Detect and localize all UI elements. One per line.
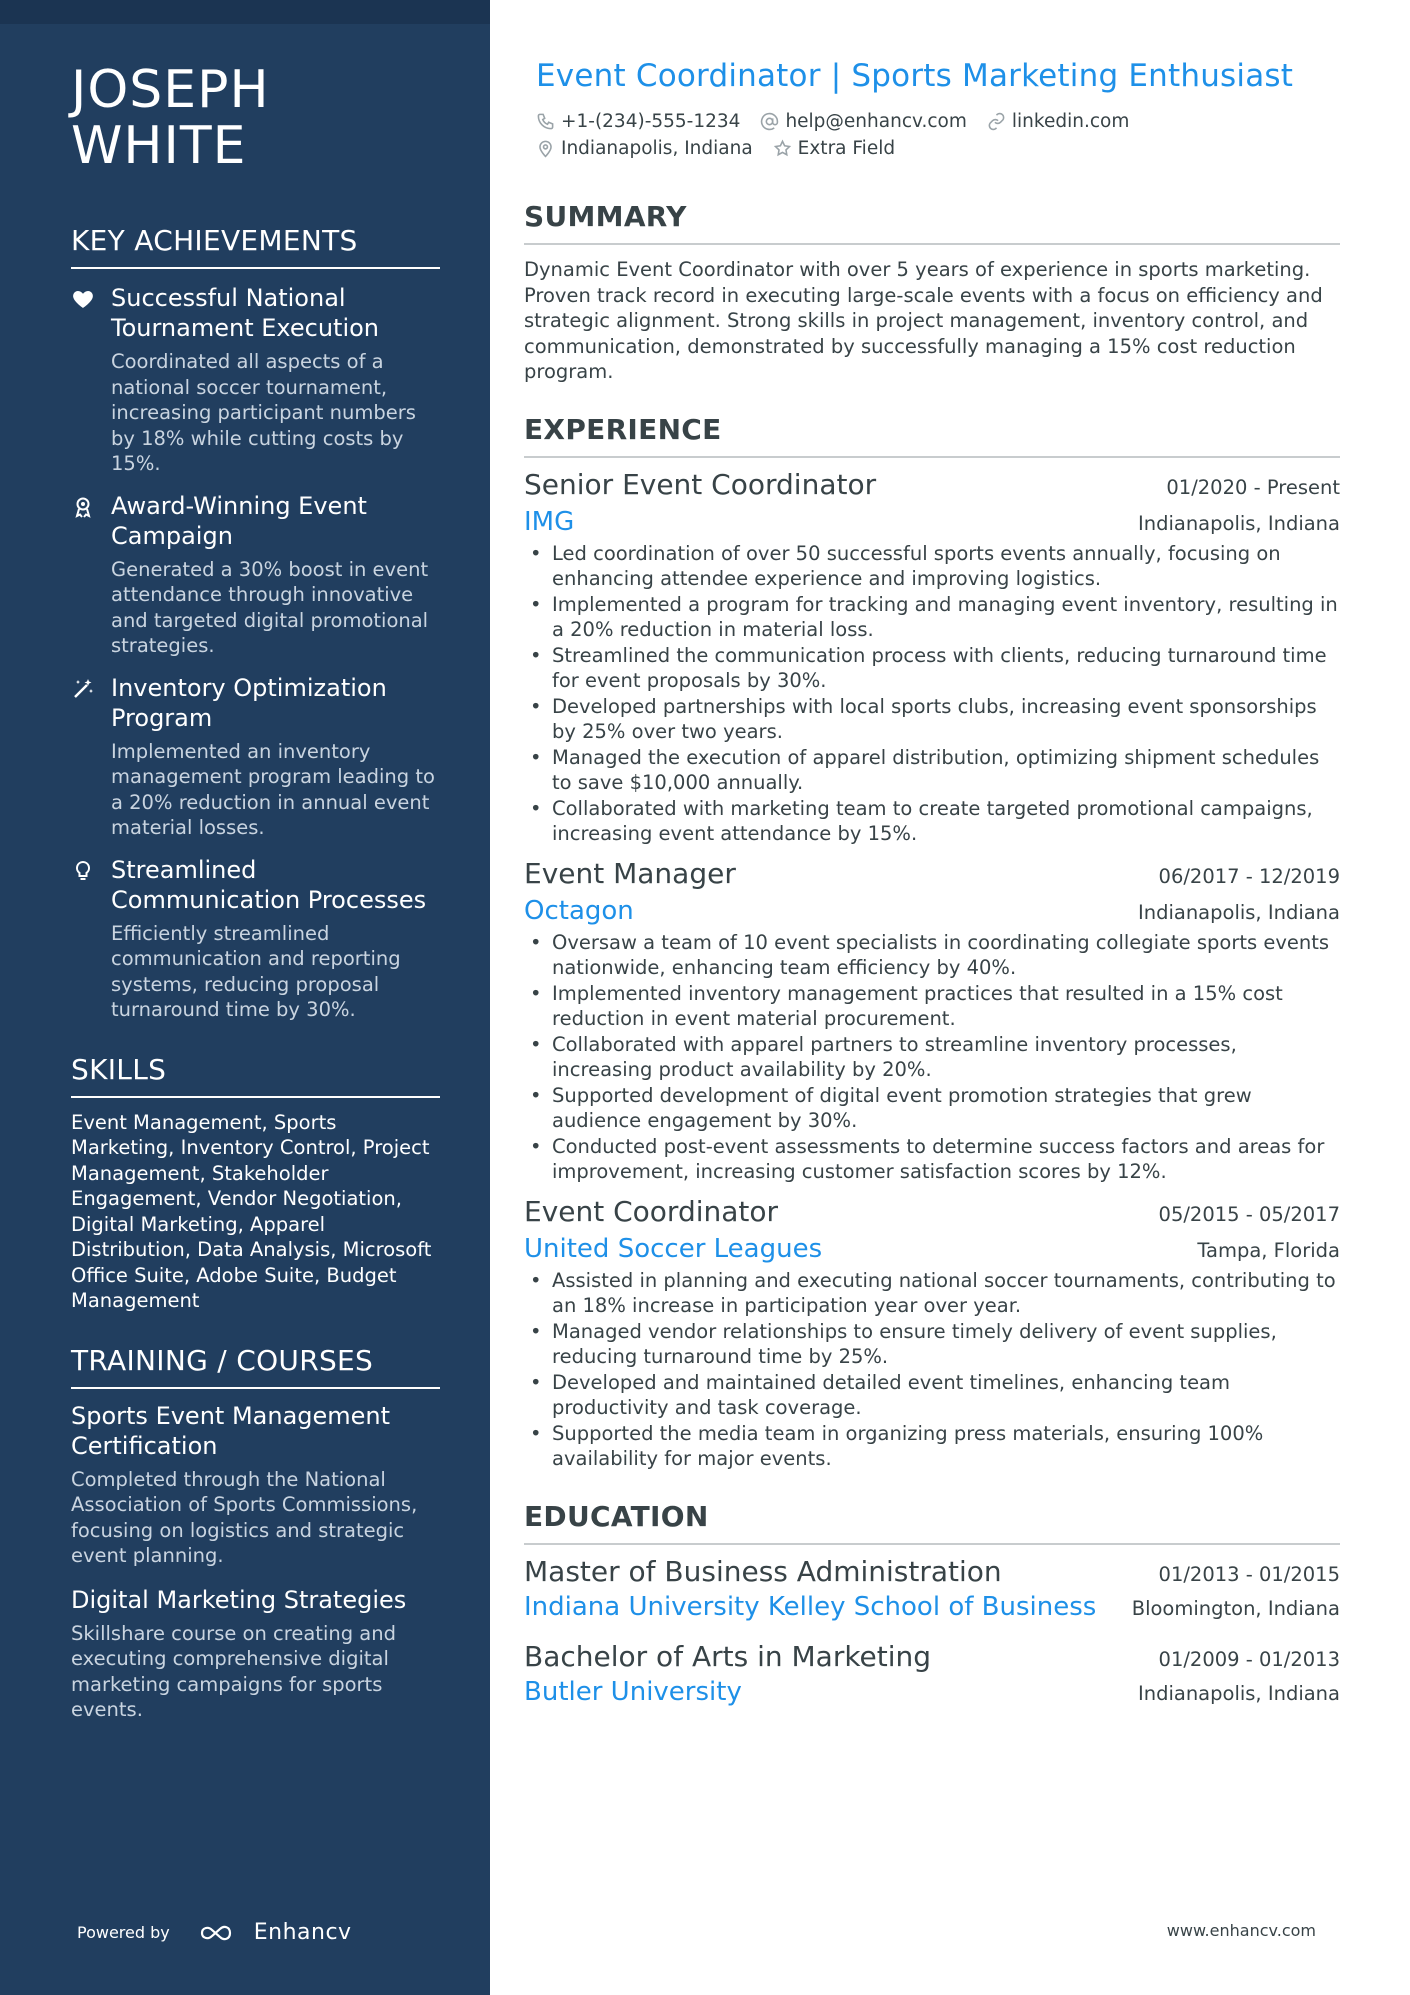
bullet-item: • Streamlined the communication process with clients, reducing turnaround time for event proposals by 30%.: [524, 643, 1340, 694]
contact-phone[interactable]: [536, 108, 740, 135]
school-location: Bloomington, Indiana: [1131, 1596, 1340, 1620]
achievement-title: Inventory Optimization Program: [111, 673, 387, 732]
bullet-item: • Oversaw a team of 10 event specialists in coordinating collegiate sports events nationwide, enhancing team efficiency by 40%.: [524, 930, 1340, 981]
bullet-item: • Developed and maintained detailed event timelines, enhancing team productivity and task coverage.: [524, 1370, 1340, 1421]
bullet-item: • Assisted in planning and executing national soccer tournaments, contributing to an 18% increase in participation year over year.: [524, 1268, 1340, 1319]
skills-title: SKILLS: [71, 1053, 440, 1098]
phone-text: +1-(234)-555-1234: [561, 111, 741, 132]
summary-title: SUMMARY: [524, 200, 1340, 245]
course-item: [71, 1401, 440, 1569]
extra-text: Extra Field: [797, 138, 896, 159]
job-date: 05/2015 - 05/2017: [1158, 1202, 1340, 1226]
achievement-desc: Generated a 30% boost in event attendance through innovative and targeted digital promotional strategies.: [111, 557, 429, 657]
education-entry: [524, 1555, 1340, 1622]
job-bullets: [524, 930, 1340, 1185]
education-date: 01/2009 - 01/2013: [1158, 1647, 1340, 1671]
bullet-item: • Managed the execution of apparel distribution, optimizing shipment schedules to save $10,000 annually.: [524, 745, 1340, 796]
degree: Master of Business Administration: [524, 1554, 1002, 1588]
job-entry: [524, 468, 1340, 847]
achievement-item: [71, 673, 440, 841]
heart-icon: [71, 283, 111, 477]
job-location: Tampa, Florida: [1197, 1238, 1340, 1262]
school-name: Butler University: [524, 1676, 742, 1707]
achievement-item: [71, 283, 440, 477]
candidate-name: [71, 62, 440, 174]
brand-name: Enhancv: [253, 1920, 352, 1945]
achievement-desc: Coordinated all aspects of a national soccer tournament, increasing participant numbers by 18% while cutting costs by 15%.: [111, 350, 416, 475]
course-item: [71, 1585, 440, 1723]
school-name: Indiana University Kelley School of Business: [524, 1591, 1097, 1622]
achievement-item: [71, 491, 440, 659]
degree: Bachelor of Arts in Marketing: [524, 1639, 932, 1673]
course-desc: Skillshare course on creating and executing comprehensive digital marketing campaigns for sports events.: [71, 1621, 396, 1721]
footer-url[interactable]: www.enhancv.com: [1166, 1921, 1316, 1940]
bullet-item: • Implemented inventory management practices that resulted in a 15% cost reduction in event material procurement.: [524, 981, 1340, 1032]
contact-location: [536, 135, 753, 162]
job-title: Event Manager: [524, 856, 736, 890]
location-pin-icon: [536, 139, 555, 158]
job-location: Indianapolis, Indiana: [1137, 900, 1340, 924]
contact-info: [536, 108, 1236, 162]
company-name: IMG: [524, 506, 575, 537]
achievement-title: Successful National Tournament Execution: [111, 284, 380, 342]
job-entry: [524, 1195, 1340, 1472]
achievement-title: Award-Winning Event Campaign: [111, 491, 367, 550]
contact-link[interactable]: [987, 108, 1129, 135]
phone-icon: [536, 112, 555, 131]
headline: Event Coordinator | Sports Marketing Enthusiast: [536, 58, 1294, 94]
email-text: help@enhancv.com: [785, 111, 967, 132]
location-text: Indianapolis, Indiana: [561, 138, 753, 159]
achievement-desc: Implemented an inventory management program leading to a 20% reduction in annual event material losses.: [111, 739, 435, 839]
summary-text: Dynamic Event Coordinator with over 5 years of experience in sports marketing. Proven track record in executing large-scale events with a focus on efficiency and strategic alignment. Strong skills in project management, inventory control, and communication, demonstrated by successfully managing a 15% cost reduction program.: [524, 258, 1323, 383]
experience-section: [524, 413, 1340, 1472]
job-location: Indianapolis, Indiana: [1137, 511, 1340, 535]
course-title: Digital Marketing Strategies: [71, 1585, 407, 1614]
sidebar-top-bar: [0, 0, 490, 24]
training-section: [71, 1344, 440, 1723]
achievements-title: KEY ACHIEVEMENTS: [71, 224, 440, 269]
job-title: Senior Event Coordinator: [524, 467, 877, 501]
name-line-2: WHITE: [71, 116, 247, 176]
bullet-item: • Conducted post-event assessments to determine success factors and areas for improvement, increasing customer satisfaction scores by 12%.: [524, 1134, 1340, 1185]
enhancv-logo-icon: [198, 1921, 244, 1945]
achievement-desc: Efficiently streamlined communication and reporting systems, reducing proposal turnaround time by 30%.: [111, 921, 401, 1021]
powered-by: [77, 1920, 352, 1945]
lightbulb-icon: [71, 855, 111, 1023]
bullet-item: • Led coordination of over 50 successful sports events annually, focusing on enhancing attendee experience and improving logistics.: [524, 541, 1340, 592]
bullet-item: • Supported development of digital event promotion strategies that grew audience engagement by 30%.: [524, 1083, 1340, 1134]
achievement-title: Streamlined Communication Processes: [111, 855, 427, 914]
bullet-item: • Implemented a program for tracking and managing event inventory, resulting in a 20% reduction in material loss.: [524, 592, 1340, 643]
bullet-item: • Managed vendor relationships to ensure timely delivery of event supplies, reducing turnaround time by 25%.: [524, 1319, 1340, 1370]
summary-section: [524, 200, 1340, 385]
achievements-section: [71, 224, 440, 1023]
company-name: Octagon: [524, 895, 634, 926]
at-icon: [760, 112, 779, 131]
skills-list: Event Management, Sports Marketing, Inventory Control, Project Management, Stakeholder Engagement, Vendor Negotiation, Digital Marketing, Apparel Distribution, Data Analysis, Microsoft Office Suite, Adobe Suite, Budget Management: [71, 1110, 432, 1312]
training-title: TRAINING / COURSES: [71, 1344, 440, 1389]
job-title: Event Coordinator: [524, 1194, 779, 1228]
contact-email[interactable]: [760, 108, 966, 135]
education-section: [524, 1500, 1340, 1707]
powered-by-label: Powered by: [77, 1923, 170, 1942]
bullet-item: • Developed partnerships with local sports clubs, increasing event sponsorships by 25% over two years.: [524, 694, 1340, 745]
job-entry: [524, 857, 1340, 1185]
course-desc: Completed through the National Association of Sports Commissions, focusing on logistics and strategic event planning.: [71, 1467, 418, 1567]
job-bullets: [524, 541, 1340, 847]
bullet-item: • Collaborated with marketing team to create targeted promotional campaigns, increasing event attendance by 15%.: [524, 796, 1340, 847]
job-date: 01/2020 - Present: [1166, 475, 1340, 499]
school-location: Indianapolis, Indiana: [1137, 1681, 1340, 1705]
sidebar: [0, 0, 490, 1995]
link-icon: [987, 112, 1006, 131]
contact-extra: [773, 135, 895, 162]
star-icon: [773, 139, 792, 158]
experience-title: EXPERIENCE: [524, 413, 1340, 458]
education-date: 01/2013 - 01/2015: [1158, 1562, 1340, 1586]
skills-section: [71, 1053, 440, 1314]
bullet-item: • Collaborated with apparel partners to streamline inventory processes, increasing product availability by 20%.: [524, 1032, 1340, 1083]
achievement-item: [71, 855, 440, 1023]
education-entry: [524, 1640, 1340, 1707]
name-line-1: JOSEPH: [71, 60, 270, 120]
job-date: 06/2017 - 12/2019: [1158, 864, 1340, 888]
course-title: Sports Event Management Certification: [71, 1401, 391, 1460]
bullet-item: • Supported the media team in organizing press materials, ensuring 100% availability for major events.: [524, 1421, 1340, 1472]
award-icon: [71, 491, 111, 659]
job-bullets: [524, 1268, 1340, 1472]
education-title: EDUCATION: [524, 1500, 1340, 1545]
link-text: linkedin.com: [1011, 111, 1130, 132]
company-name: United Soccer Leagues: [524, 1233, 823, 1264]
enhancv-logo[interactable]: [198, 1920, 352, 1945]
magic-wand-icon: [71, 673, 111, 841]
main-content: [490, 0, 1410, 1995]
